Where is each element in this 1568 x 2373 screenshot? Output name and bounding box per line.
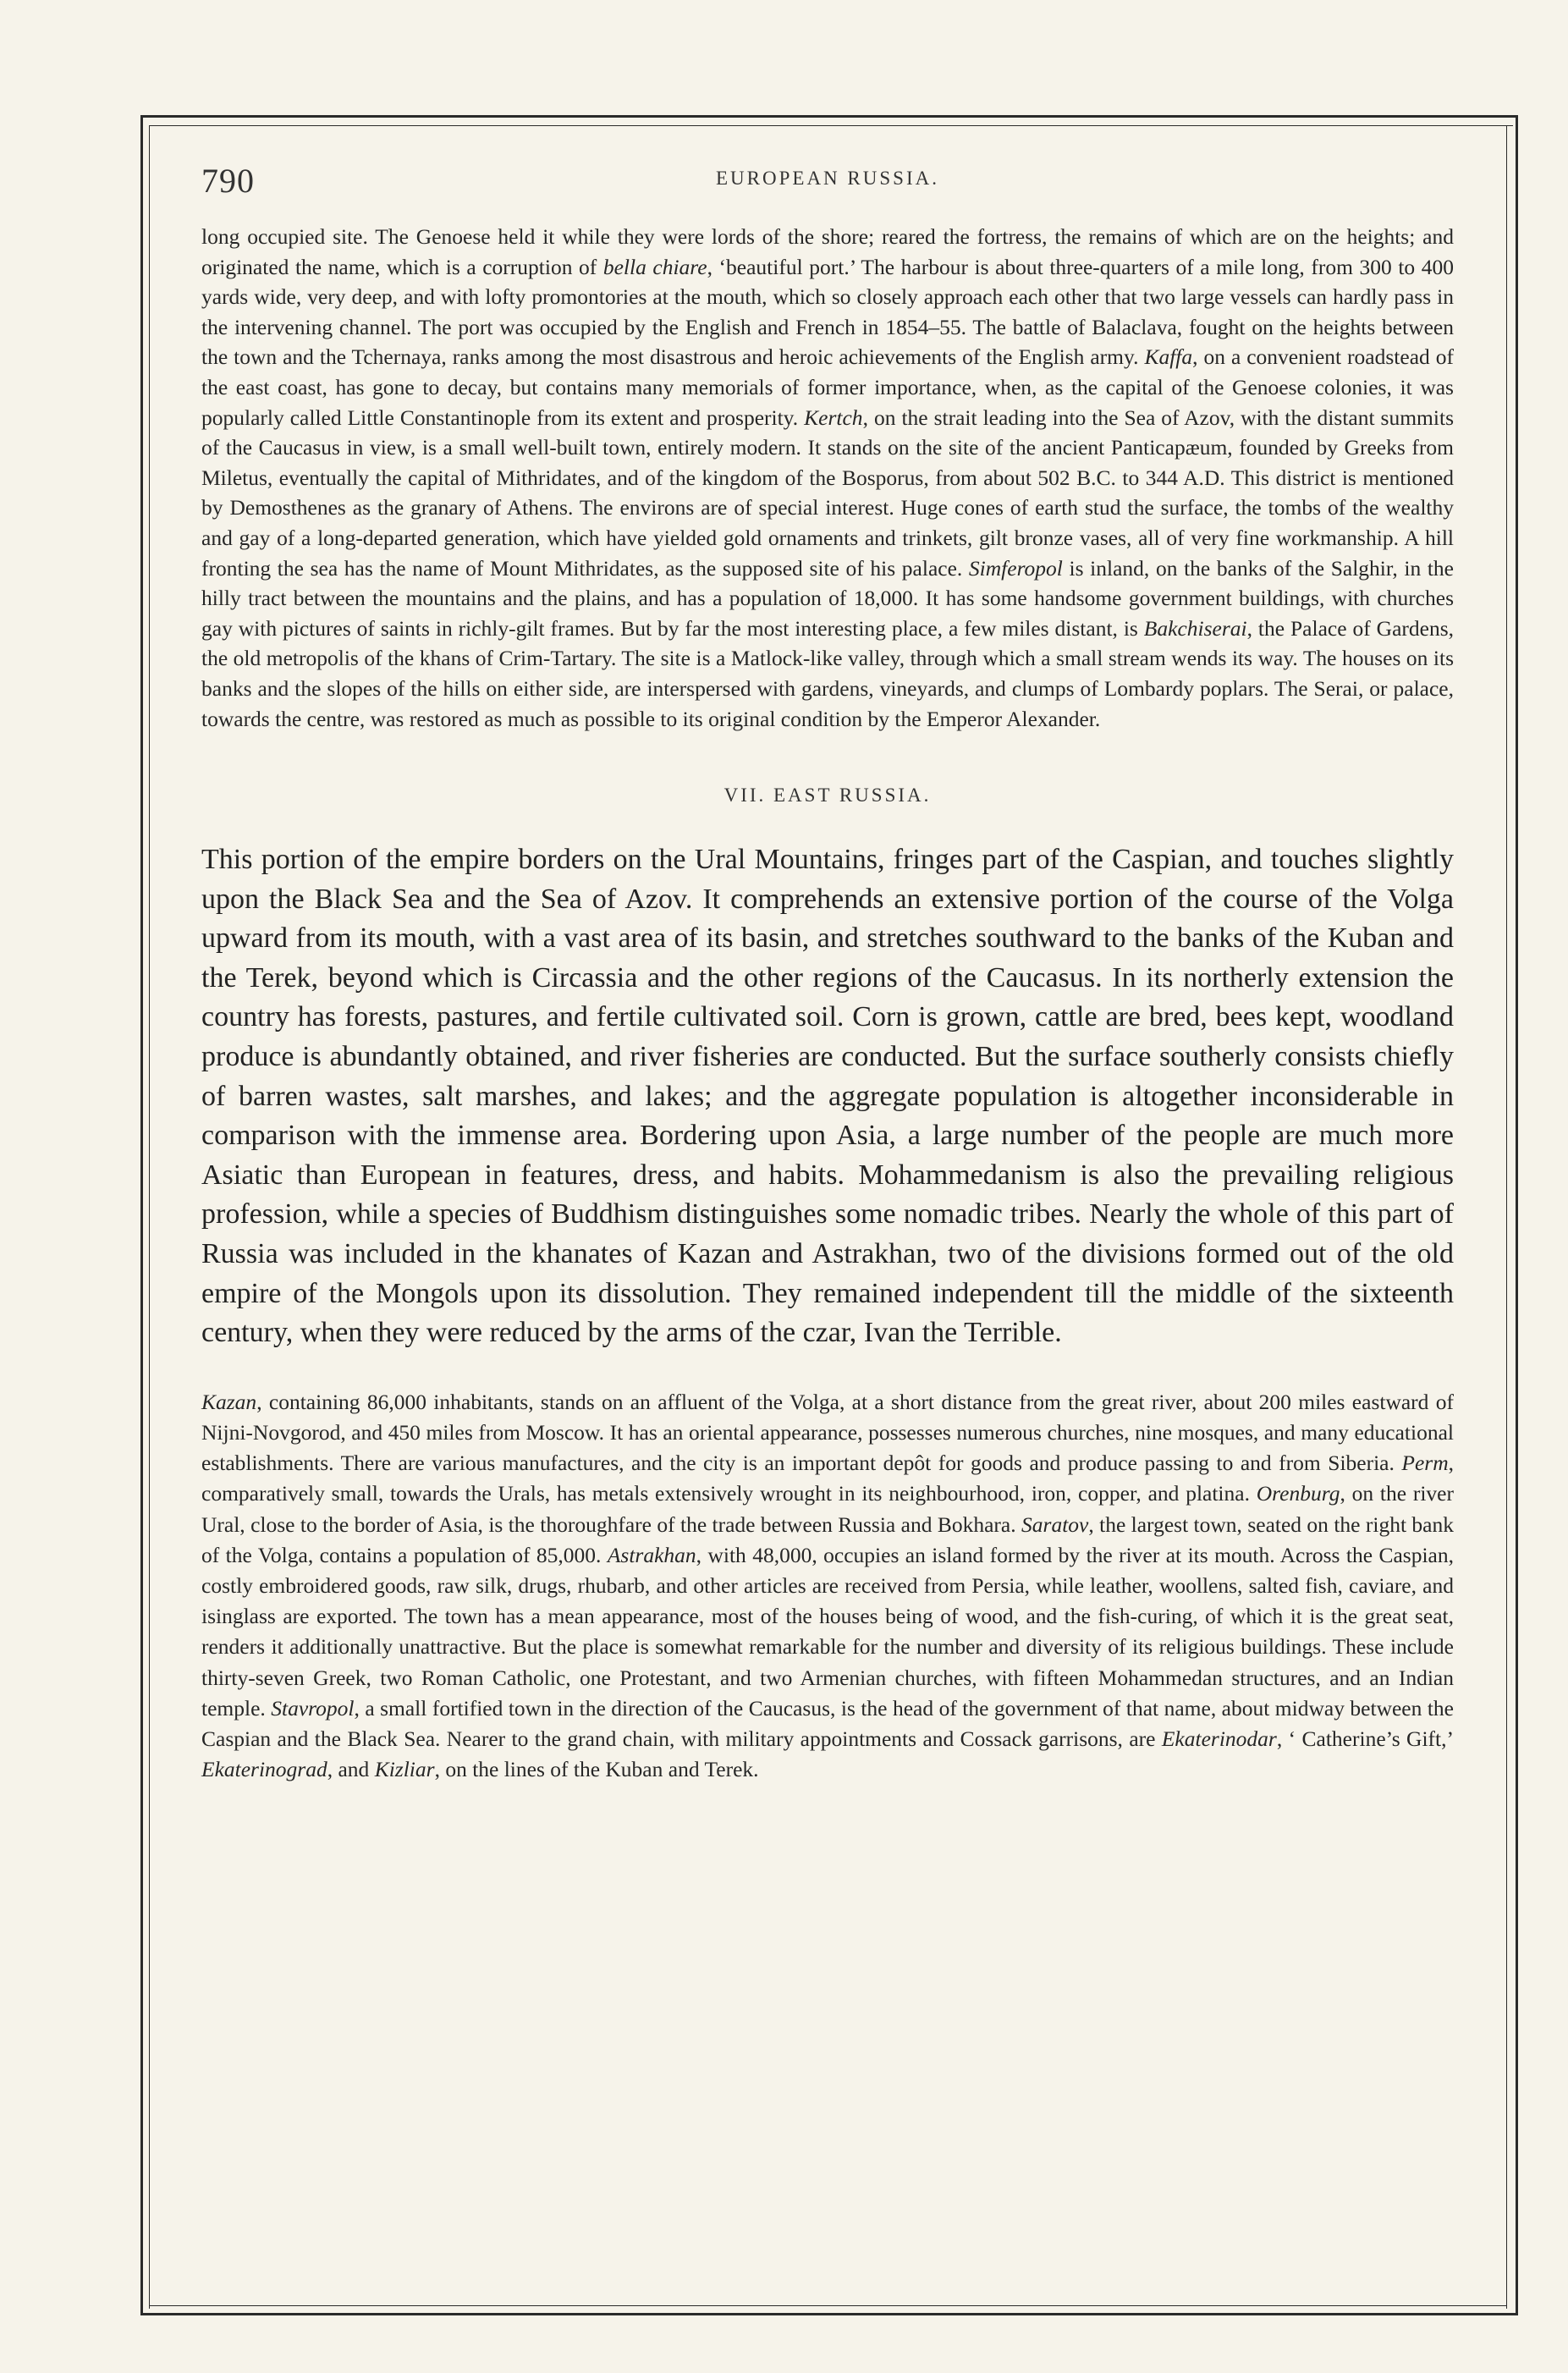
running-title: EUROPEAN RUSSIA. — [716, 168, 939, 189]
text-run: , and — [327, 1757, 375, 1782]
text-run: , with 48,000, occupies an island formed by the river at its mouth. Across the Caspian, costly embroidered goods, raw silk, drugs, rhubarb, and other articles are received from Persia, while leather, woollens, salted fish, caviare, and isinglass are exported. The town has a mean appearance, most of the houses being of wood, and the fish-curing, of which it is the great seat, renders it additionally unattractive. But the place is somewhat remarkable for the number and diversity of its religious buildings. These include thirty-seven Greek, two Roman Catholic, one Protestant, and two Armenian churches, with fifteen Mohammedan structures, and an Indian temple. — [201, 1542, 1454, 1721]
frame-rule-top — [140, 115, 1518, 118]
frame-rule-right-inner — [1506, 125, 1507, 2309]
place-name-saratov: Saratov — [1021, 1511, 1089, 1537]
page-header — [201, 161, 1454, 203]
text-run: , containing 86,000 inhabitants, stands on an affluent of the Volga, at a short distance from the great river, about 200 miles eastward of Nijni-Novgorod, and 450 miles from Moscow. It has an oriental appearance, possesses numerous churches, nine mosques, and many educational establishments. There are various manufactures, and the city is an important depôt for goods and produce passing to and from Siberia. — [201, 1389, 1454, 1476]
place-name-stavropol: Stavropol — [271, 1695, 355, 1721]
text-run: , the largest town, seated on the right bank of the Volga, contains a population of 85,000. — [201, 1511, 1454, 1567]
place-name-bakchiserai: Bakchiserai — [1143, 615, 1247, 641]
place-name-ekaterinodar: Ekaterinodar — [1161, 1726, 1277, 1752]
page-number: 790 — [201, 162, 255, 200]
east-russia-intro-paragraph: This portion of the empire borders on the Ural Mountains, fringes part of the Caspian, and touches slightly upon the Black Sea and the Sea of Azov. It comprehends an extensive portion of the course of the Volga upward from its mouth, with a vast area of its basin, and stretches southward to the banks of the Kuban and the Terek, beyond which is Circassia and the other regions of the Caucasus. In its northerly extension the country has forests, pastures, and fertile cultivated soil. Corn is grown, cattle are bred, bees kept, woodland produce is abundantly obtained, and river fisheries are conducted. But the surface southerly consists chiefly of barren wastes, salt marshes, and lakes; and the aggregate population is altogether inconsiderable in comparison with the immense area. Bordering upon Asia, a large number of the people are much more Asiatic than European in features, dress, and habits. Mohammedanism is also the prevailing religious profession, while a species of Buddhism distinguishes some nomadic tribes. Nearly the whole of this part of Russia was included in the khanates of Kazan and Astrakhan, two of the divisions formed out of the old empire of the Mongols upon its dissolution. They remained independent till the middle of the sixteenth century, when they were reduced by the arms of the czar, Ivan the Terrible. — [201, 844, 1454, 1349]
text-run: , the Palace of Gardens, the old metropolis of the khans of Crim-Tartary. The site is a Matlock-like valley, through which a small stream wends its way. The houses on its banks and the slopes of the hills on either side, are interspersed with gardens, vineyards, and clumps of Lombardy poplars. The Serai, or palace, towards the centre, was restored as much as possible to its original condition by the Emperor Alexander. — [201, 615, 1454, 731]
text-run: long occupied site. The Genoese held it while they were lords of the shore; reared the fortress, the remains of which are on the heights; and originated the name, which is a corruption of — [201, 224, 1454, 279]
text-run: , on the strait leading into the Sea of Azov, with the distant summits of the Caucasus in view, is a small well-built town, entirely modern. It stands on the site of the ancient Panticapæum, founded by Greeks from Miletus, eventually the capital of Mithridates, and of the kingdom of the Bosporus, from about 502 B.C. to 344 A.D. This district is mentioned by Demosthenes as the granary of Athens. The environs are of special interest. Huge cones of earth stud the surface, the tombs of the wealthy and gay of a long-departed generation, which have yielded gold ornaments and trinkets, gilt bronze vases, all of very fine workmanship. A hill fronting the sea has the name of Mount Mithridates, as the supposed site of his palace. — [201, 405, 1454, 581]
text-run: , ‘ Catherine’s Gift,’ — [1276, 1726, 1454, 1752]
place-name-simferopol: Simferopol — [968, 555, 1063, 581]
text-run: , on a convenient roadstead of the east coast, has gone to decay, but contains many memorials of former importance, when, as the capital of the Genoese colonies, it was popularly called Little Constantinople from its extent and prosperity. — [201, 344, 1454, 430]
text-run: is inland, on the banks of the Salghir, in the hilly tract between the mountains and the plains, and has a population of 18,000. It has some handsome government buildings, with churches gay with pictures of saints in richly-gilt frames. But by far the most interesting place, a few miles distant, is — [201, 555, 1454, 641]
place-name-kertch: Kertch — [804, 405, 863, 430]
text-run: , ‘beautiful port.’ The harbour is about three-quarters of a mile long, from 300 to 400 yards wide, very deep, and with lofty promontories at the mouth, which so closely approach each other that two large vessels can hardly pass in the intervening channel. The port was occupied by the English and French in 1854–55. The battle of Balaclava, fought on the heights between the town and the Tchernaya, ranks among the most disastrous and heroic achievements of the English army. — [201, 254, 1454, 370]
place-name-ekaterinograd: Ekaterinograd — [201, 1757, 327, 1782]
frame-rule-top-inner — [149, 125, 1513, 126]
text-run: , a small fortified town in the direction of the Caucasus, is the head of the government of that name, about midway between the Caspian and the Black Sea. Nearer to the grand chain, with military appointments and Cossack garrisons, are — [201, 1695, 1455, 1752]
text-run: , on the lines of the Kuban and Terek. — [434, 1757, 759, 1782]
towns-paragraph — [201, 1387, 1454, 1786]
frame-rule-left — [140, 115, 143, 2315]
text-run: , on the river Ural, close to the border of Asia, is the thoroughfare of the trade between Russia and Bokhara. — [201, 1481, 1454, 1537]
place-name-kazan: Kazan — [201, 1389, 257, 1414]
place-name-perm: Perm — [1401, 1451, 1449, 1476]
place-name-orenburg: Orenburg — [1256, 1481, 1340, 1506]
section-heading: VII. EAST RUSSIA. — [723, 785, 932, 807]
place-name-astrakhan: Astrakhan — [607, 1542, 696, 1567]
frame-rule-right — [1516, 115, 1518, 2315]
crimea-paragraph — [201, 222, 1454, 734]
frame-rule-bottom — [140, 2313, 1518, 2315]
text-run: , comparatively small, towards the Urals, has metals extensively wrought in its neighbourhood, iron, copper, and platina. — [201, 1451, 1454, 1506]
italic-term: bella chiare — [602, 254, 707, 279]
book-page — [201, 161, 1454, 1785]
frame-rule-bottom-inner — [149, 2305, 1507, 2306]
place-name-kizliar: Kizliar — [374, 1757, 435, 1782]
place-name-kaffa: Kaffa — [1144, 344, 1193, 370]
frame-rule-left-inner — [149, 125, 150, 2309]
